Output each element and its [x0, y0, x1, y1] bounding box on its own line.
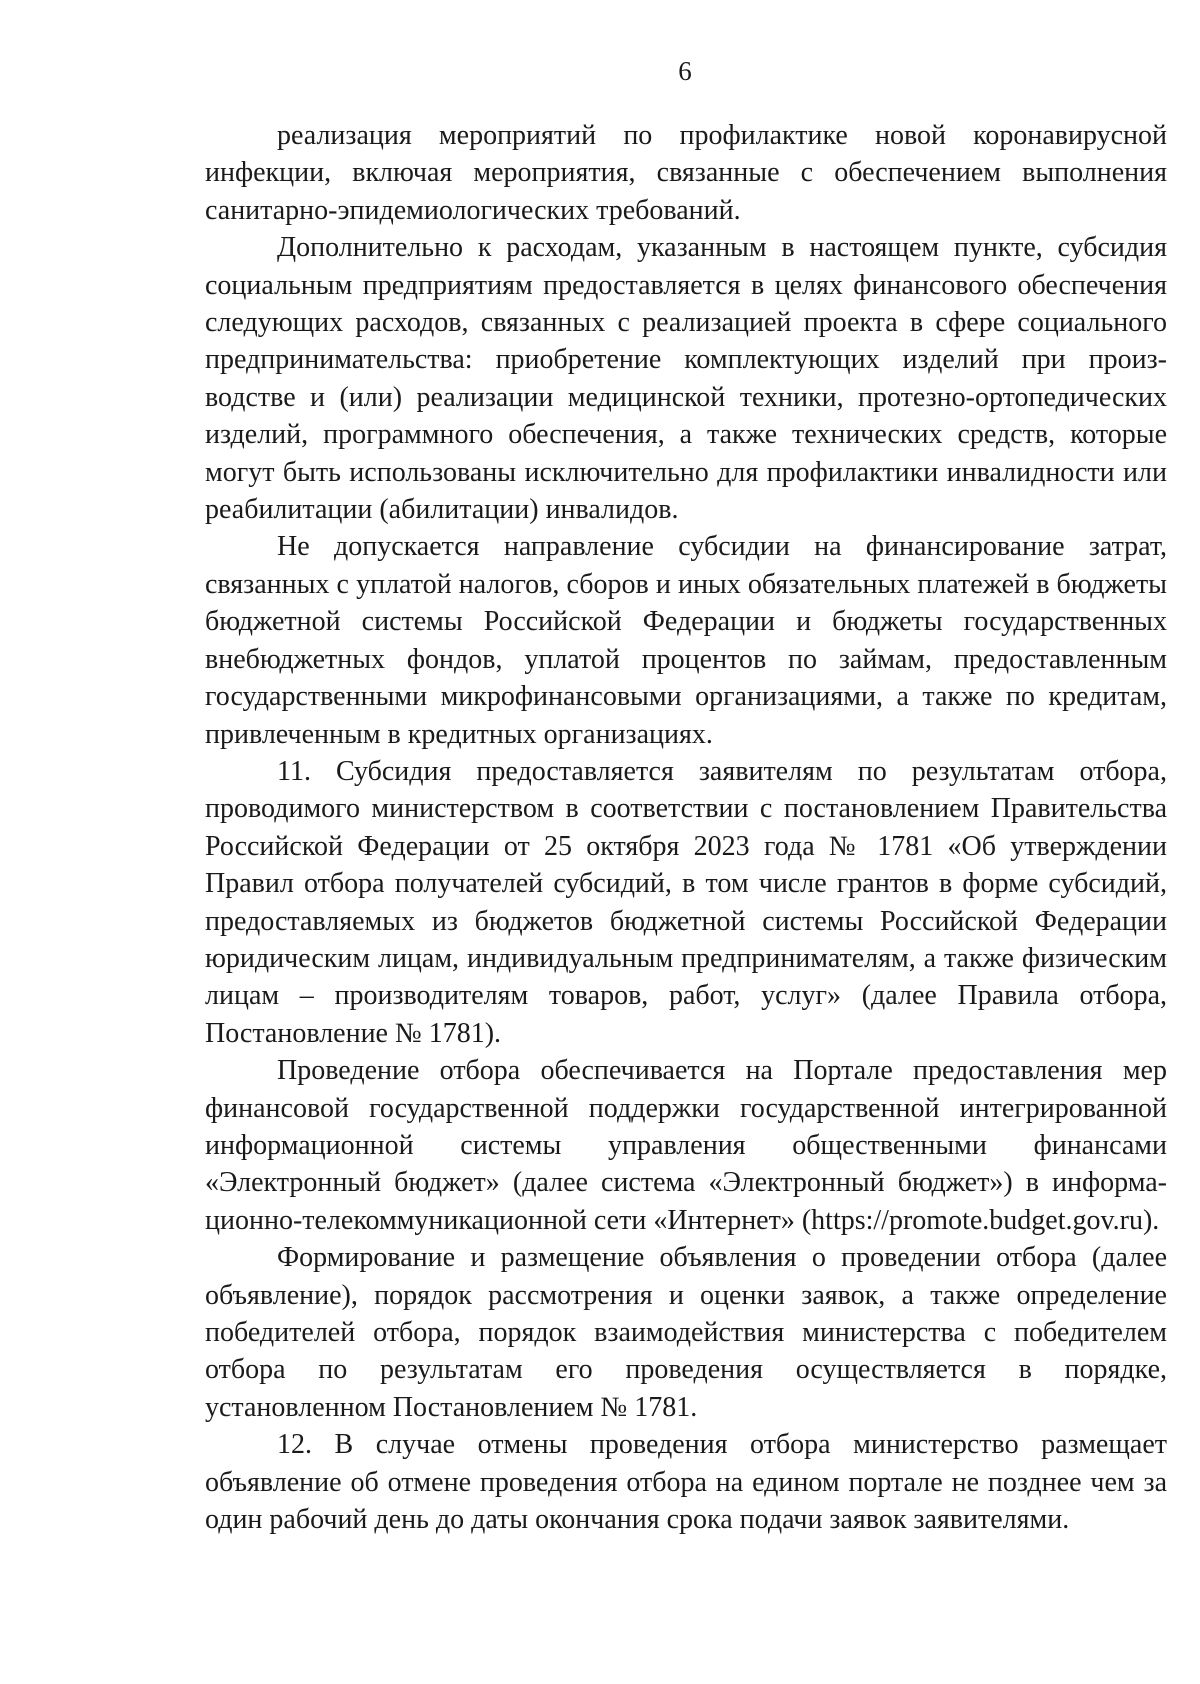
paragraph-selection-portal: Проведение отбора обеспечивается на Портале предоставления мер финансовой государственной поддержки государственной интегрированной информационной системы управления общественными финансами «Электронный бюджет» (далее система «Электронный бюджет») в информационно-телекоммуникационной сети «Интернет» (https://promote.budget.gov.ru).: [205, 1055, 1167, 1236]
paragraph-additional-expenses: Дополнительно к расходам, указанным в настоящем пункте, субсидия социальным предприятиям предоставляется в целях финансового обеспечения следующих расходов, связанных с реализацией проекта в сфере социального предпринимательства: приобретение комплектующих изделий при производстве и (или) реализации медицинской техники, протезно-ортопедических изделий, программного обеспечения, а также технических средств, которые могут быть использованы исключительно для профилактики инвалидности или реабилитации (абилитации) инвалидов.: [205, 232, 1167, 526]
paragraph-clause-11: 11. Субсидия предоставляется заявителям по результатам отбора, проводимого министерством в соответствии с постановлением Правительства Российской Федерации от 25 октября 2023 года № 1781 «Об утверждении Правил отбора получателей субсидий, в том числе грантов в форме субсидий, предоставляемых из бюджетов бюджетной системы Российской Федерации юридическим лицам, индивидуальным предпринимателям, а также физическим лицам – производителям товаров, работ, услуг» (далее Правила отбора, Постановление № 1781).: [205, 755, 1167, 1049]
paragraph-prohibited-expenses: Не допускается направление субсидии на финансирование затрат, связанных с уплатой налогов, сборов и иных обязательных платежей в бюджеты бюджетной системы Российской Федерации и бюджеты государственных внебюджетных фондов, уплатой процентов по займам, предоставленным государственными микрофинансовыми организациями, а также по кредитам, привлеченным в кредитных организациях.: [205, 531, 1167, 750]
document-body: [205, 117, 1167, 1538]
page-number: 6: [678, 56, 692, 86]
paragraph-clause-12: 12. В случае отмены проведения отбора министерство размещает объявление об отмене проведения отбора на едином портале не позднее чем за один рабочий день до даты окончания срока подачи заявок заявителями.: [205, 1429, 1167, 1536]
paragraph-announcement-procedure: Формирование и размещение объявления о проведении отбора (далее объявление), порядок рассмотрения и оценки заявок, а также определение победителей отбора, порядок взаимодействия министерства с победителем отбора по результатам его проведения осуществляется в порядке, установленном Постановлением № 1781.: [205, 1242, 1167, 1423]
paragraph-covid-measures: реализация мероприятий по профилактике новой коронавирусной инфекции, включая мероприятия, связанные с обеспечением выполнения санитарно-эпидемиологических требований.: [205, 120, 1167, 226]
